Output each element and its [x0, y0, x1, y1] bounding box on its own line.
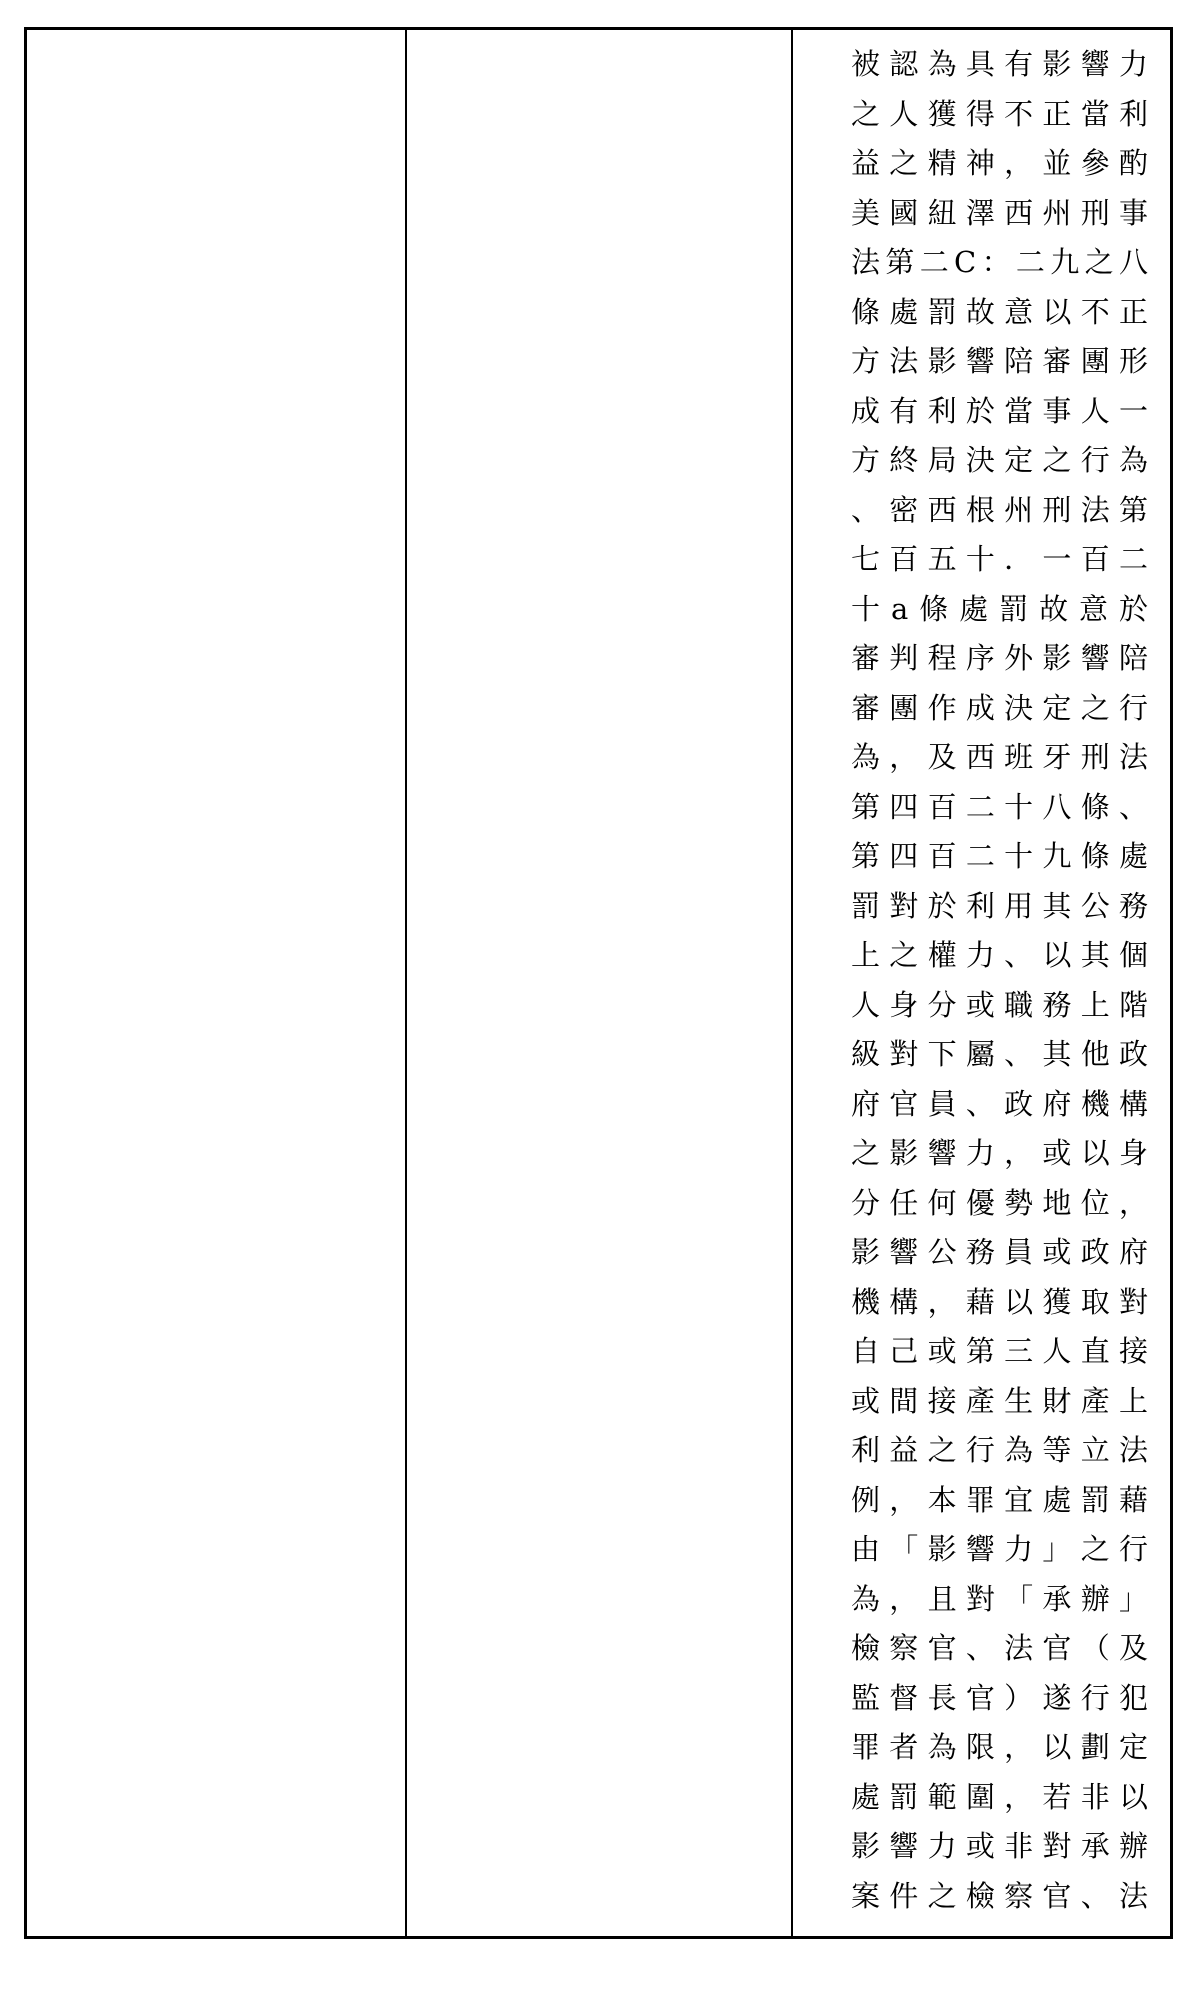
- text-line: 為，及西班牙刑法: [851, 740, 1151, 774]
- text-line: 監督長官）遂行犯: [851, 1680, 1151, 1715]
- document-table: [24, 27, 1173, 1939]
- text-line: 人身分或職務上階: [851, 987, 1151, 1022]
- text-line: 審團作成決定之行: [851, 690, 1151, 725]
- text-line: 益之精神，並參酌: [851, 146, 1151, 180]
- text-line: 府官員、政府機構: [851, 1086, 1151, 1121]
- text-line: 影響公務員或政府: [851, 1235, 1151, 1269]
- text-line: 機構，藉以獲取對: [851, 1284, 1151, 1319]
- text-line: 條處罰故意以不正: [851, 294, 1151, 329]
- text-line: 審判程序外影響陪: [851, 641, 1151, 675]
- text-line: 由「影響力」之行: [851, 1532, 1151, 1566]
- text-line: 罰對於利用其公務: [851, 888, 1151, 923]
- text-line: 檢察官、法官（及: [851, 1631, 1151, 1665]
- text-line: 處罰範圍，若非以: [851, 1779, 1151, 1814]
- table-column-3: [793, 30, 1170, 1936]
- text-line: 上之權力、以其個: [851, 938, 1151, 972]
- text-line: 十a條處罰故意於: [851, 591, 1151, 626]
- text-line: 級對下屬、其他政: [851, 1037, 1151, 1071]
- text-line: 例，本罪宜處罰藉: [851, 1482, 1151, 1517]
- text-line: 之影響力，或以身: [851, 1136, 1151, 1170]
- text-line: 自己或第三人直接: [851, 1334, 1151, 1368]
- text-line: 法第二C：二九之八: [851, 245, 1151, 279]
- text-line: 影響力或非對承辦: [851, 1829, 1151, 1863]
- text-line: 分任何優勢地位，: [851, 1185, 1151, 1220]
- text-line: 利益之行為等立法: [851, 1433, 1151, 1467]
- text-line: 被認為具有影響力: [851, 47, 1151, 81]
- table-column-1: [27, 30, 407, 1936]
- column-3-text-block: [851, 30, 1151, 1921]
- text-line: 案件之檢察官、法: [851, 1878, 1151, 1913]
- text-line: 美國紐澤西州刑事: [851, 195, 1151, 230]
- text-line: 第四百二十九條處: [851, 839, 1151, 873]
- text-line: 之人獲得不正當利: [851, 96, 1151, 131]
- table-column-2: [407, 30, 793, 1936]
- text-line: 七百五十．一百二: [851, 542, 1151, 576]
- text-line: 、密西根州刑法第: [851, 492, 1151, 527]
- text-line: 成有利於當事人一: [851, 393, 1151, 428]
- text-line: 罪者為限，以劃定: [851, 1730, 1151, 1764]
- text-line: 第四百二十八條、: [851, 789, 1151, 824]
- text-line: 方終局決定之行為: [851, 443, 1151, 477]
- text-line: 方法影響陪審團形: [851, 344, 1151, 378]
- text-line: 為，且對「承辦」: [851, 1581, 1151, 1616]
- text-line: 或間接產生財產上: [851, 1383, 1151, 1418]
